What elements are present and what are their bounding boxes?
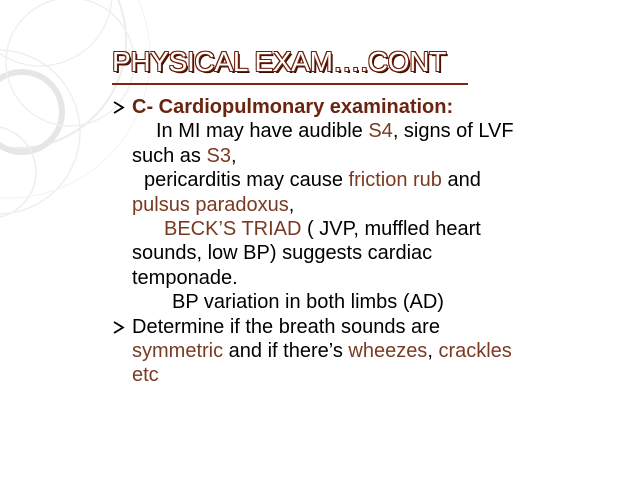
slide-title: PHYSICAL EXAM….CONT [112, 46, 446, 77]
text: such as [132, 144, 207, 167]
term-crackles: crackles [438, 340, 512, 363]
title-underline [112, 83, 468, 85]
text-line [112, 144, 627, 168]
text-line [112, 339, 627, 363]
text: pericarditis may cause [144, 169, 349, 192]
text-line [112, 266, 627, 290]
text-line [112, 217, 627, 241]
text: ( JVP, muffled heart [301, 218, 481, 241]
text: sounds, low BP) suggests cardiac [132, 242, 433, 265]
term-symmetric: symmetric [132, 340, 224, 363]
term-s3: S3 [206, 144, 231, 167]
text: , signs of LVF [392, 120, 514, 143]
bullet-cardiopulmonary-heading [112, 95, 627, 119]
term-pulsus-paradoxus: pulsus paradoxus [132, 193, 289, 216]
text: , [288, 193, 295, 216]
text-line [112, 241, 627, 265]
heading-text: C- Cardiopulmonary examination: [132, 96, 454, 118]
text-line [112, 363, 627, 387]
bullet-breath-sounds [112, 315, 627, 339]
text: Determine if the breath sounds are [132, 315, 440, 338]
term-becks-triad: BECK’S TRIAD [164, 218, 302, 241]
text-line [112, 290, 627, 314]
term-s4: S4 [368, 120, 393, 143]
text: and if there’s [223, 340, 349, 363]
text-line [112, 168, 627, 192]
term-friction-rub: friction rub [348, 169, 442, 192]
text: , [427, 340, 439, 363]
term-etc: etc [132, 364, 159, 387]
text: temponade. [132, 266, 238, 289]
text: and [441, 169, 481, 192]
term-wheezes: wheezes [348, 340, 428, 363]
text-line [112, 119, 627, 143]
text-line [112, 193, 627, 217]
text: In MI may have audible [156, 120, 369, 143]
text: , [230, 144, 237, 167]
text: BP variation in both limbs (AD) [172, 291, 444, 314]
slide-body [112, 95, 627, 388]
